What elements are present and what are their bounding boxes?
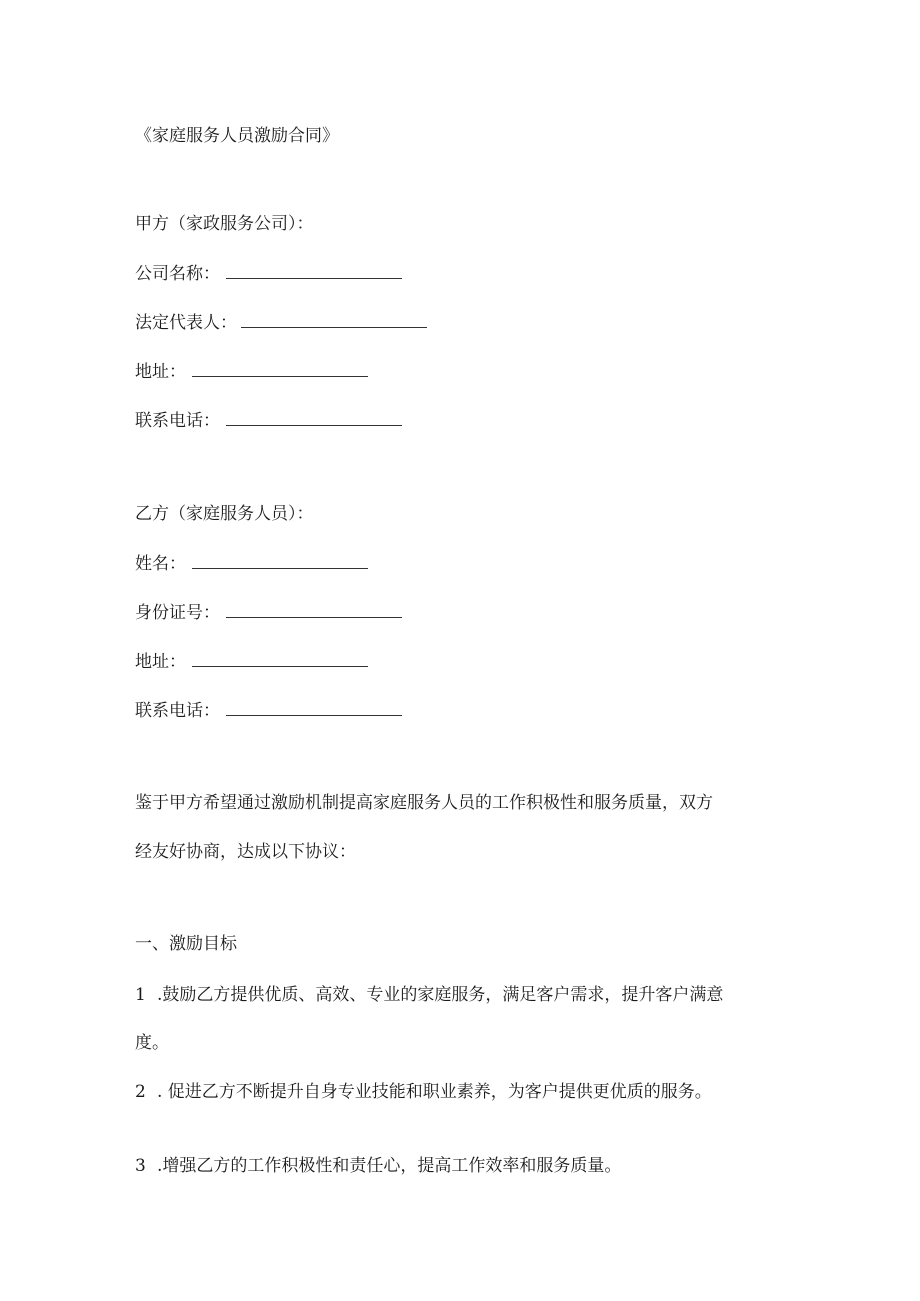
address-blank[interactable] [192,360,368,377]
list-item [135,1155,621,1177]
section-1-heading: 一、激励目标 [135,934,237,954]
phone-blank[interactable] [226,699,402,716]
party-a-company-name-field [135,262,402,285]
company-name-blank[interactable] [226,262,402,279]
item-text: .鼓励乙方提供优质、高效、专业的家庭服务，满足客户需求，提升客户满意 [157,985,724,1005]
item-number: 1 [135,985,146,1005]
list-item [135,1081,712,1103]
phone-blank[interactable] [226,409,402,426]
party-a-address-field [135,360,368,383]
field-label: 联系电话： [135,411,220,431]
preamble-line-1: 鉴于甲方希望通过激励机制提高家庭服务人员的工作积极性和服务质量，双方 [135,793,713,813]
list-item [135,984,723,1006]
item-text: .增强乙方的工作积极性和责任心，提高工作效率和服务质量。 [157,1156,622,1176]
id-number-blank[interactable] [226,601,402,618]
item-number: 2 [135,1082,146,1102]
party-b-name-field [135,552,368,575]
list-item-continuation: 度。 [135,1033,169,1053]
field-label: 地址： [135,652,186,672]
document-title: 《家庭服务人员激励合同》 [135,126,339,146]
item-number: 3 [135,1156,146,1176]
party-b-heading: 乙方（家庭服务人员）： [135,504,314,524]
address-blank[interactable] [192,650,368,667]
item-text: . 促进乙方不断提升自身专业技能和职业素养，为客户提供更优质的服务。 [157,1082,712,1102]
field-label: 公司名称： [135,264,220,284]
field-label: 联系电话： [135,701,220,721]
preamble-line-2: 经友好协商，达成以下协议： [135,842,356,862]
legal-rep-blank[interactable] [241,311,427,328]
party-a-legal-rep-field [135,311,427,334]
name-blank[interactable] [192,552,368,569]
party-b-id-number-field [135,601,402,624]
party-b-address-field [135,650,368,673]
field-label: 地址： [135,362,186,382]
party-a-heading: 甲方（家政服务公司）： [135,214,314,234]
field-label: 姓名： [135,554,186,574]
field-label: 身份证号： [135,603,220,623]
party-b-phone-field [135,699,402,722]
party-a-phone-field [135,409,402,432]
field-label: 法定代表人： [135,313,237,333]
